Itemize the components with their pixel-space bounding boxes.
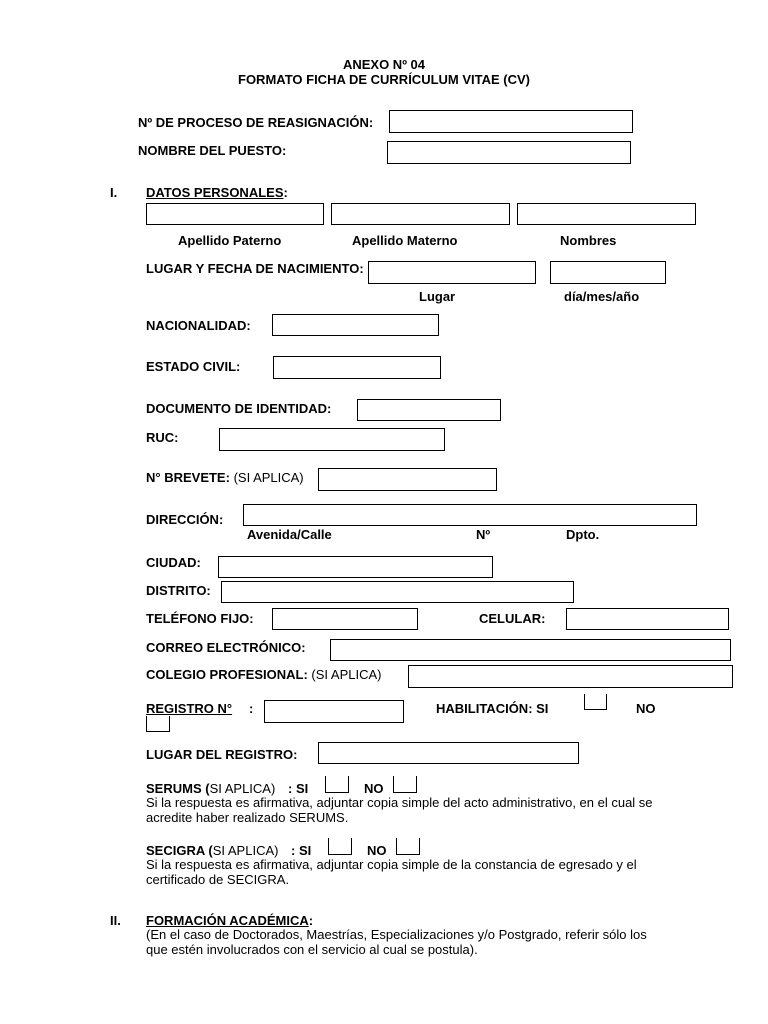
habilitation-no-label: NO (636, 701, 656, 716)
ruc-label: RUC: (146, 430, 179, 445)
serums-no-label: NO (364, 781, 384, 796)
marital-status-label: ESTADO CIVIL: (146, 359, 241, 374)
section-2-title (146, 913, 313, 928)
section-2-numeral: II. (110, 913, 121, 928)
birth-label: LUGAR Y FECHA DE NACIMIENTO: (146, 261, 364, 276)
secigra-no-checkbox[interactable] (396, 838, 420, 855)
secigra-label (146, 843, 278, 858)
section-1-numeral: I. (110, 185, 118, 200)
secigra-si-checkbox[interactable] (328, 838, 352, 855)
serums-label-text: SERUMS ( (146, 781, 210, 796)
professional-college-label (146, 667, 382, 682)
id-document-label: DOCUMENTO DE IDENTIDAD: (146, 401, 332, 416)
secigra-si-label: : SI (291, 843, 312, 858)
nationality-label: NACIONALIDAD: (146, 318, 251, 333)
secigra-label-text: SECIGRA ( (146, 843, 213, 858)
email-label: CORREO ELECTRÓNICO: (146, 640, 306, 655)
registry-place-label: LUGAR DEL REGISTRO: (146, 747, 298, 762)
city-field[interactable] (218, 556, 493, 578)
serums-si-checkbox[interactable] (325, 776, 349, 793)
professional-college-si-aplica: (SI APLICA) (311, 667, 382, 682)
nationality-field[interactable] (272, 314, 439, 336)
brevete-label (146, 470, 304, 485)
section-2-note: (En el caso de Doctorados, Maestrías, Especializaciones y/o Postgrado, referir sólo los que estén involucrados con el servicio al cual se postula). (146, 927, 647, 957)
secigra-no-label: NO (367, 843, 387, 858)
nombres-field[interactable] (517, 203, 696, 225)
habilitation-si-checkbox[interactable] (584, 694, 607, 710)
secigra-si-aplica: SI APLICA) (212, 843, 279, 858)
district-label: DISTRITO: (146, 583, 211, 598)
registry-place-field[interactable] (318, 742, 579, 764)
mobile-label: CELULAR: (479, 611, 546, 626)
ruc-field[interactable] (219, 428, 445, 451)
apellido-materno-caption: Apellido Materno (352, 233, 458, 248)
city-label: CIUDAD: (146, 555, 201, 570)
position-name-field[interactable] (387, 141, 631, 164)
serums-si-aplica: SI APLICA) (209, 781, 276, 796)
serums-si-label: : SI (288, 781, 309, 796)
registry-number-label (146, 701, 232, 716)
process-number-label: Nº DE PROCESO DE REASIGNACIÓN: (138, 115, 374, 130)
apellido-materno-field[interactable] (331, 203, 510, 225)
id-document-field[interactable] (357, 399, 501, 421)
professional-college-field[interactable] (408, 665, 733, 688)
apellido-paterno-caption: Apellido Paterno (178, 233, 282, 248)
registry-number-label-text: REGISTRO N° (146, 701, 233, 716)
serums-note: Si la respuesta es afirmativa, adjuntar copia simple del acto administrativo, en el cual se acredite haber realizado SERUMS. (146, 795, 653, 825)
section-2-title-text: FORMACIÓN ACADÉMICA (146, 913, 309, 928)
phone-label: TELÉFONO FIJO: (146, 611, 254, 626)
birth-date-field[interactable] (550, 261, 666, 284)
district-field[interactable] (221, 581, 574, 603)
mobile-field[interactable] (566, 608, 729, 630)
serums-no-checkbox[interactable] (393, 776, 417, 793)
process-number-field[interactable] (389, 110, 633, 133)
phone-field[interactable] (272, 608, 418, 630)
nombres-caption: Nombres (560, 233, 617, 248)
birth-date-caption: día/mes/año (564, 289, 640, 304)
section-1-title-colon: : (283, 185, 288, 200)
marital-status-field[interactable] (273, 356, 441, 379)
serums-label (146, 781, 275, 796)
habilitation-label: HABILITACIÓN: SI (436, 701, 549, 716)
address-apt-caption: Dpto. (566, 527, 600, 542)
address-label: DIRECCIÓN: (146, 512, 224, 527)
professional-college-label-text: COLEGIO PROFESIONAL: (146, 667, 308, 682)
position-name-label: NOMBRE DEL PUESTO: (138, 143, 287, 158)
birth-place-caption: Lugar (419, 289, 456, 304)
habilitation-no-checkbox[interactable] (146, 716, 170, 732)
birth-place-field[interactable] (368, 261, 536, 284)
form-title: FORMATO FICHA DE CURRÍCULUM VITAE (CV) (238, 72, 530, 87)
brevete-si-aplica: (SI APLICA) (233, 470, 304, 485)
annex-number: ANEXO Nº 04 (342, 57, 426, 72)
address-street-caption: Avenida/Calle (247, 527, 332, 542)
registry-number-field[interactable] (264, 700, 404, 723)
brevete-field[interactable] (318, 468, 497, 491)
secigra-note: Si la respuesta es afirmativa, adjuntar copia simple de la constancia de egresado y el certificado de SECIGRA. (146, 857, 637, 887)
section-1-title-text: DATOS PERSONALES (146, 185, 284, 200)
section-1-title (146, 185, 288, 200)
address-number-caption: Nº (476, 527, 491, 542)
registry-number-colon: : (249, 701, 254, 716)
section-2-title-colon: : (308, 913, 314, 928)
apellido-paterno-field[interactable] (146, 203, 324, 225)
address-field[interactable] (243, 504, 697, 526)
brevete-label-text: N° BREVETE: (146, 470, 230, 485)
email-field[interactable] (330, 639, 731, 661)
